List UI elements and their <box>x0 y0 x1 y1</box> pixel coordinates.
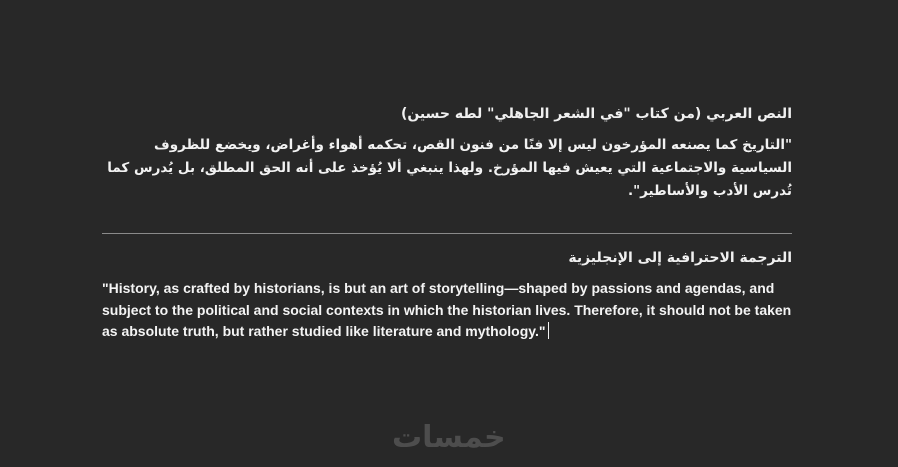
watermark-logo: خمسات <box>392 420 506 455</box>
english-quote-paragraph[interactable] <box>102 278 792 343</box>
arabic-text-section <box>102 104 792 203</box>
english-quote-text: "History, as crafted by historians, is but an art of storytelling—shaped by passions and agendas, and subject to the political and social contexts in which the historian lives. Therefore, it should not be taken as absolute truth, but rather studied like literature and mythology." <box>102 280 792 339</box>
section-divider <box>102 233 792 234</box>
translation-section-heading: الترجمة الاحترافية إلى الإنجليزية <box>568 250 792 266</box>
arabic-quote-paragraph: "التاريخ كما يصنعه المؤرخون ليس إلا فنًا من فنون القص، تحكمه أهواء وأغراض، ويخضع للظروف السياسية والاجتماعية التي يعيش فيها المؤرخ. ولهذا ينبغي ألا يُؤخذ على أنه الحق المطلق، بل يُدرس كما تُدرس الأدب والأساطير". <box>107 137 792 199</box>
text-cursor <box>548 322 549 339</box>
english-text-section <box>102 278 792 343</box>
arabic-section-heading: النص العربي (من كتاب "في الشعر الجاهلي" لطه حسين) <box>400 106 792 122</box>
document-editor[interactable] <box>102 96 792 343</box>
translation-heading-block <box>102 248 792 268</box>
